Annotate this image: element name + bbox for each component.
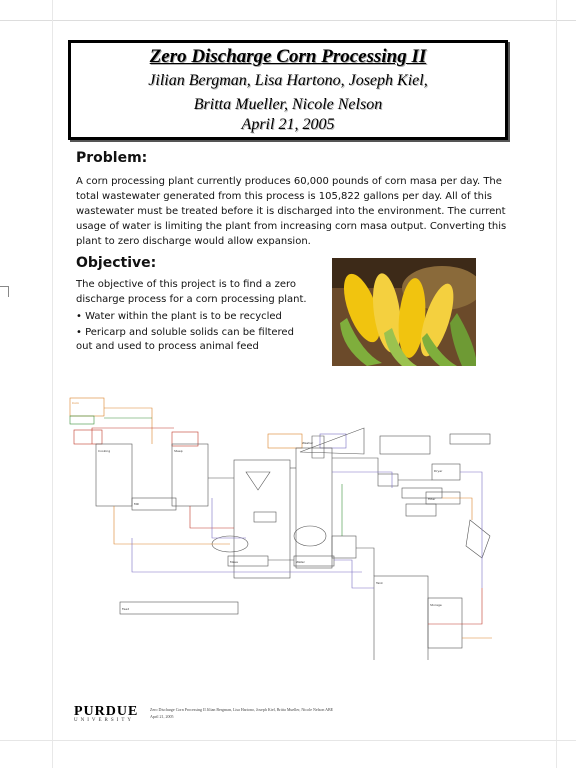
page-frame-right: [556, 0, 557, 768]
poster-title: Zero Discharge Corn Processing II: [149, 46, 427, 67]
page-frame-bottom: [0, 740, 576, 741]
diagram-label-cooking: Cooking: [98, 449, 111, 453]
diagram-label-masa: Masa: [230, 560, 238, 564]
margin-marker: [0, 286, 9, 297]
diagram-label-storage: Storage: [430, 603, 442, 607]
purdue-logo: [74, 704, 138, 723]
diagram-label-feed: Feed: [122, 607, 130, 611]
diagram-label-dryer: Dryer: [434, 469, 443, 473]
poster-date: April 21, 2005: [241, 116, 335, 133]
footer-line-1: Zero Discharge Corn Processing II Jilian Bergman, Lisa Hartono, Joseph Kiel, Britta Mueller, Nicole Nelson ABE: [150, 707, 334, 712]
problem-heading: Problem:: [76, 150, 148, 166]
problem-text: A corn processing plant currently produces 60,000 pounds of corn masa per day. The total wastewater generated from this process is 105,822 gallons per day. All of this wastewater must be treated before it is discharged into the environment. The current usage of water is limiting the plant from increasing corn masa output. Converting this plant to zero discharge would allow expansion.: [76, 176, 507, 247]
title-box: [68, 40, 508, 140]
logo-sub: UNIVERSITY: [74, 718, 134, 723]
diagram-label-steep: Steep: [174, 449, 183, 453]
diagram-label-tank: Tank: [376, 581, 383, 585]
diagram-label-washer: Washer: [302, 441, 314, 445]
objective-bullet-1: • Water within the plant is to be recycled: [76, 311, 282, 322]
footer-line-2: April 21, 2005: [150, 714, 174, 719]
authors-line-2: Britta Mueller, Nicole Nelson: [193, 96, 383, 113]
page-frame-left: [52, 0, 53, 768]
process-flow-diagram: [62, 388, 514, 660]
corn-photo: [332, 258, 476, 366]
page-frame-top: [0, 20, 576, 21]
objective-heading: Objective:: [76, 255, 157, 271]
footer-text: [150, 706, 333, 720]
authors-line-1: Jilian Bergman, Lisa Hartono, Joseph Kiel,: [148, 72, 428, 89]
diagram-label-mill: Mill: [134, 502, 140, 506]
objective-bullet-2: • Pericarp and soluble solids can be filtered out and used to process animal feed: [76, 327, 294, 352]
logo-main: PURDUE: [74, 704, 139, 719]
diagram-label-filter: Filter: [428, 497, 436, 501]
diagram-label-corn: Corn: [72, 401, 80, 405]
objective-text: The objective of this project is to find a zero discharge process for a corn processing plant.: [76, 279, 307, 305]
diagram-label-water: Water: [296, 560, 305, 564]
